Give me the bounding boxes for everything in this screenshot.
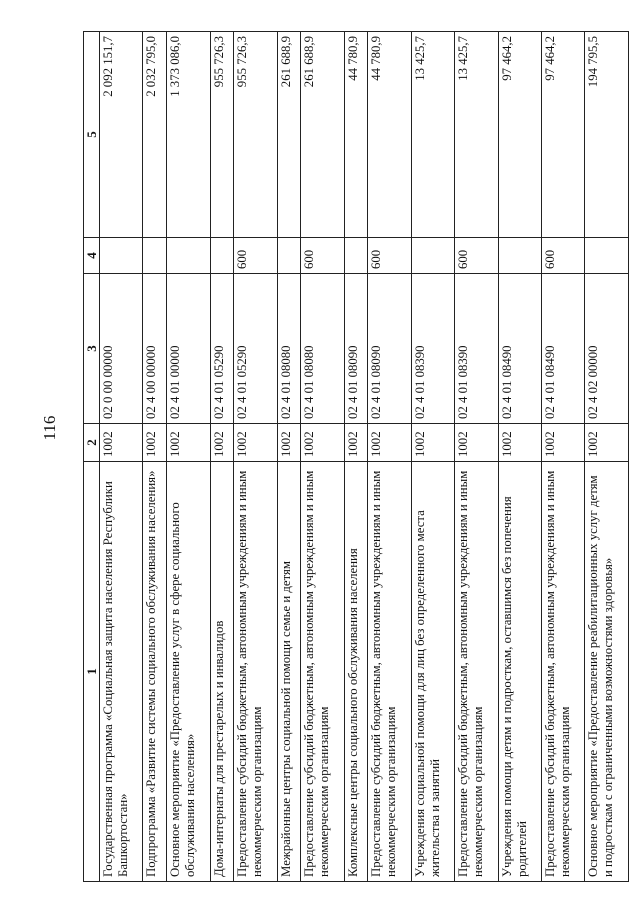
- table-row: [498, 32, 541, 882]
- column-header: 3: [84, 274, 100, 424]
- amount-cell: 44 780,9: [344, 32, 368, 238]
- table-row: [542, 32, 585, 882]
- section-code-cell: 1002: [301, 424, 344, 462]
- amount-cell: 2 092 151,7: [100, 32, 143, 238]
- budget-table-container: [83, 32, 629, 882]
- expense-type-cell: [167, 238, 210, 274]
- expense-type-cell: 600: [368, 238, 411, 274]
- target-article-cell: 02 4 01 08390: [455, 274, 498, 424]
- row-name-cell: Основное мероприятие «Предоставление услуг в сфере социального обслуживания населения»: [167, 462, 210, 882]
- table-row: [344, 32, 368, 882]
- expense-type-cell: [100, 238, 143, 274]
- table-row: [585, 32, 629, 882]
- target-article-cell: 02 4 01 08390: [411, 274, 454, 424]
- table-body: [100, 32, 629, 882]
- section-code-cell: 1002: [585, 424, 629, 462]
- amount-cell: 13 425,7: [411, 32, 454, 238]
- section-code-cell: 1002: [344, 424, 368, 462]
- amount-cell: 261 688,9: [277, 32, 301, 238]
- amount-cell: 955 726,3: [210, 32, 234, 238]
- amount-cell: 97 464,2: [542, 32, 585, 238]
- table-row: [277, 32, 301, 882]
- row-name-cell: Учреждения помощи детям и подросткам, оставшимся без попечения родителей: [498, 462, 541, 882]
- row-name-cell: Государственная программа «Социальная защита населения Республики Башкортостан»: [100, 462, 143, 882]
- amount-cell: 955 726,3: [234, 32, 277, 238]
- table-row: [143, 32, 167, 882]
- row-name-cell: Предоставление субсидий бюджетным, автономным учреждениям и иным некоммерческим организациям: [542, 462, 585, 882]
- target-article-cell: 02 4 01 08490: [542, 274, 585, 424]
- row-name-cell: Учреждения социальной помощи для лиц без определенного места жительства и занятий: [411, 462, 454, 882]
- table-row: [234, 32, 277, 882]
- section-code-cell: 1002: [455, 424, 498, 462]
- section-code-cell: 1002: [368, 424, 411, 462]
- table-row: [301, 32, 344, 882]
- expense-type-cell: [143, 238, 167, 274]
- target-article-cell: 02 4 01 08090: [344, 274, 368, 424]
- expense-type-cell: 600: [234, 238, 277, 274]
- target-article-cell: 02 4 01 08490: [498, 274, 541, 424]
- target-article-cell: 02 4 01 08080: [301, 274, 344, 424]
- expense-type-cell: [277, 238, 301, 274]
- target-article-cell: 02 4 01 00000: [167, 274, 210, 424]
- target-article-cell: 02 4 00 00000: [143, 274, 167, 424]
- table-row: [411, 32, 454, 882]
- table-header-row: [84, 32, 100, 882]
- expense-type-cell: [585, 238, 629, 274]
- amount-cell: 97 464,2: [498, 32, 541, 238]
- table-row: [368, 32, 411, 882]
- column-header: 4: [84, 238, 100, 274]
- row-name-cell: Предоставление субсидий бюджетным, автономным учреждениям и иным некоммерческим организациям: [368, 462, 411, 882]
- expense-type-cell: [498, 238, 541, 274]
- target-article-cell: 02 4 01 08090: [368, 274, 411, 424]
- target-article-cell: 02 0 00 00000: [100, 274, 143, 424]
- section-code-cell: 1002: [143, 424, 167, 462]
- budget-table: [83, 31, 629, 882]
- expense-type-cell: [344, 238, 368, 274]
- section-code-cell: 1002: [234, 424, 277, 462]
- row-name-cell: Межрайонные центры социальной помощи семье и детям: [277, 462, 301, 882]
- amount-cell: 194 795,5: [585, 32, 629, 238]
- row-name-cell: Предоставление субсидий бюджетным, автономным учреждениям и иным некоммерческим организациям: [234, 462, 277, 882]
- expense-type-cell: [411, 238, 454, 274]
- expense-type-cell: 600: [455, 238, 498, 274]
- row-name-cell: Подпрограмма «Развитие системы социального обслуживания населения»: [143, 462, 167, 882]
- target-article-cell: 02 4 01 08080: [277, 274, 301, 424]
- amount-cell: 2 032 795,0: [143, 32, 167, 238]
- table-row: [167, 32, 210, 882]
- amount-cell: 13 425,7: [455, 32, 498, 238]
- row-name-cell: Основное мероприятие «Предоставление реабилитационных услуг детям и подросткам с ограниченными возможностями здоровья»: [585, 462, 629, 882]
- target-article-cell: 02 4 01 05290: [210, 274, 234, 424]
- table-row: [455, 32, 498, 882]
- target-article-cell: 02 4 01 05290: [234, 274, 277, 424]
- table-row: [100, 32, 143, 882]
- section-code-cell: 1002: [277, 424, 301, 462]
- section-code-cell: 1002: [411, 424, 454, 462]
- row-name-cell: Комплексные центры социального обслуживания населения: [344, 462, 368, 882]
- column-header: 5: [84, 32, 100, 238]
- target-article-cell: 02 4 02 00000: [585, 274, 629, 424]
- amount-cell: 261 688,9: [301, 32, 344, 238]
- section-code-cell: 1002: [100, 424, 143, 462]
- expense-type-cell: 600: [542, 238, 585, 274]
- row-name-cell: Предоставление субсидий бюджетным, автономным учреждениям и иным некоммерческим организациям: [455, 462, 498, 882]
- column-header: 1: [84, 462, 100, 882]
- section-code-cell: 1002: [167, 424, 210, 462]
- section-code-cell: 1002: [210, 424, 234, 462]
- row-name-cell: Предоставление субсидий бюджетным, автономным учреждениям и иным некоммерческим организациям: [301, 462, 344, 882]
- expense-type-cell: 600: [301, 238, 344, 274]
- column-header: 2: [84, 424, 100, 462]
- expense-type-cell: [210, 238, 234, 274]
- page-number: 116: [40, 415, 59, 441]
- section-code-cell: 1002: [542, 424, 585, 462]
- amount-cell: 44 780,9: [368, 32, 411, 238]
- amount-cell: 1 373 086,0: [167, 32, 210, 238]
- section-code-cell: 1002: [498, 424, 541, 462]
- table-row: [210, 32, 234, 882]
- row-name-cell: Дома-интернаты для престарелых и инвалидов: [210, 462, 234, 882]
